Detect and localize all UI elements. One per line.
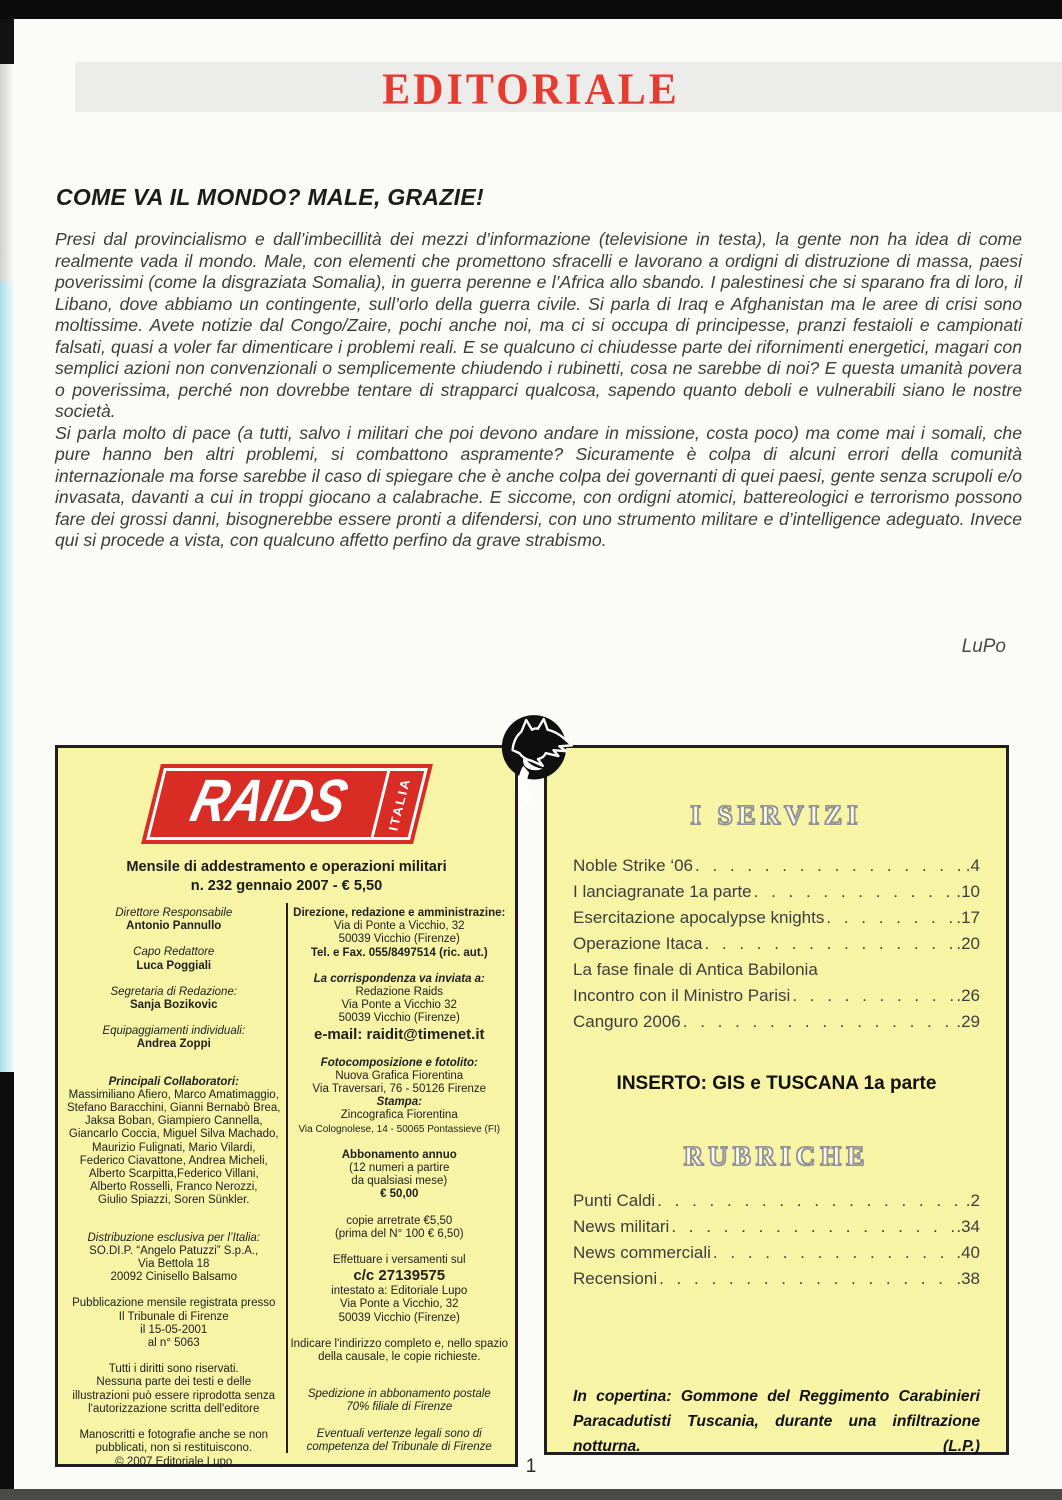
toc-entry-label: I lanciagranate 1a parte xyxy=(573,882,752,901)
masthead-line: (12 numeri a partire xyxy=(349,1162,450,1175)
masthead-line: al n° 5063 xyxy=(147,1337,200,1350)
masthead-line: Manoscritti e fotografie anche se non xyxy=(79,1429,269,1442)
masthead-line: intestato a: Editoriale Lupo xyxy=(331,1285,468,1298)
toc-entry-page: . 38 xyxy=(956,1266,980,1292)
toc-entry-page: . 29 xyxy=(956,1009,980,1035)
masthead-columns xyxy=(58,903,515,1469)
masthead-line: Nessuna parte dei testi e delle xyxy=(96,1376,252,1389)
masthead-line xyxy=(63,1012,285,1025)
masthead-line: 70% filiale di Firenze xyxy=(346,1401,453,1414)
masthead-line: il 15-05-2001 xyxy=(140,1323,208,1336)
masthead-line: Pubblicazione mensile registrata presso xyxy=(72,1297,276,1310)
masthead-line: Zincografica Fiorentina xyxy=(340,1109,458,1122)
masthead-line xyxy=(63,1284,285,1297)
masthead-line: Eventuali vertenze legali sono di xyxy=(316,1427,482,1440)
rubrics-list xyxy=(573,1188,980,1292)
masthead-line xyxy=(63,1052,285,1076)
issue-line: n. 232 gennaio 2007 - € 5,50 xyxy=(190,878,383,894)
toc-entry xyxy=(573,853,980,879)
masthead-line: € 50,00 xyxy=(380,1188,419,1201)
masthead-line: Antonio Pannullo xyxy=(126,920,222,933)
editorial-banner-title: EDITORIALE xyxy=(382,65,680,115)
masthead-line: Stefano Baracchini, Gianni Bernabò Brea, xyxy=(66,1102,281,1115)
masthead-line: Distribuzione esclusiva per l’Italia: xyxy=(87,1231,261,1244)
masthead-line: Capo Redattore xyxy=(133,946,215,959)
page-title: COME VA IL MONDO? MALE, GRAZIE! xyxy=(56,184,484,210)
edge-segment-black xyxy=(0,1072,14,1500)
masthead-line: Tel. e Fax. 055/8497514 (ric. aut.) xyxy=(310,946,488,959)
masthead-column-right xyxy=(289,903,511,1469)
masthead-line: Massimiliano Afiero, Marco Amatimaggio, xyxy=(68,1088,279,1101)
masthead-line: Sanja Bozikovic xyxy=(129,999,218,1012)
masthead-line xyxy=(289,1044,511,1057)
masthead-line: 20092 Cinisello Balsamo xyxy=(110,1271,238,1284)
editorial-paragraph: Presi dal provincialismo e dall’imbecillità dei mezzi d’informazione (televisione in testa), la gente non ha idea di come realmente vada il mondo. Male, con elementi che promettono sfracelli e lavorano a ordigni di distruzione di massa, paesi poverissimi (come la disgraziata Somalia), in guerra perenne e l’Africa allo sbando. I palestinesi che si sparano fra di loro, il Libano, dove abbiamo un contingente, sull’orlo della guerra civile. Si parla di Iraq e Afghanistan ma le aree di crisi sono moltissime. Avete notizie dal Congo/Zaire, pochi anche noi, ma ci si occupa di principesse, pranzi festaioli e campionati falsati, quasi a voler far dimenticare i problemi reali. E se qualcuno ci chiudesse parte dei rifornimenti energetici, magari con semplici azioni non convenzionali o semplicemente chiudendo i rubinetti, cosa ne sarebbe di noi? E questa umanità povera o poverissima, perché non dovrebbe tentare di strapparci qualcosa, sapendo quanto deboli e vulnerabili siano le nostre società. xyxy=(55,229,1022,421)
editorial-paragraph: Si parla molto di pace (a tutti, salvo i militari che poi devono andare in missione, costa poco) ma come mai i somali, che pure hanno ben altri problemi, si combattono aspramente? Sicuramente è colpa di alcuni errori della comunità internazionale ma forse sarebbe il caso di spiegare che è anche colpa dei governanti di quei paesi, gente senza scrupoli e/o invasata, davanti a cui in troppi giocano a calabrache. E siccome, con ordigni atomici, battereologici e terrorismo possono fare dei grossi danni, bisognerebbe essere pronti a difendersi, con uno strumento militare e d’intelligence adeguato. Invece qui si procede a vista, con qualcuno affetto perfino da grave strabismo. xyxy=(55,422,1022,550)
masthead-line: Il Tribunale di Firenze xyxy=(118,1310,229,1323)
rubrics-heading: RUBRICHE xyxy=(683,1141,870,1171)
toc-entry-label: Incontro con il Ministro Parisi xyxy=(573,986,791,1005)
toc-entry xyxy=(573,957,980,983)
masthead-line: Abbonamento annuo xyxy=(341,1148,457,1161)
raids-logo xyxy=(151,764,423,844)
masthead-line xyxy=(289,1415,511,1428)
masthead-line: Via di Ponte a Vicchio, 32 xyxy=(333,920,465,933)
toc-entry-page: . 34 xyxy=(956,1214,980,1240)
masthead-line xyxy=(289,1364,511,1388)
raids-logo-text: RAIDS xyxy=(184,768,354,835)
masthead-line: Maurizio Fulignati, Mario Vilardi, xyxy=(92,1141,256,1154)
masthead-line: La corrispondenza va inviata a: xyxy=(313,972,485,985)
masthead-line: Tutti i diritti sono riservati. xyxy=(108,1363,239,1376)
masthead-line: 50039 Vicchio (Firenze) xyxy=(338,1012,460,1025)
insert-line: INSERTO: GIS e TUSCANA 1a parte xyxy=(616,1073,937,1094)
masthead-line: Principali Collaboratori: xyxy=(108,1075,239,1088)
raids-logo-inner xyxy=(146,768,428,840)
raids-logo-italia-text: ITALIA xyxy=(384,777,413,831)
toc-dot-leader xyxy=(671,1214,954,1240)
masthead-line xyxy=(289,1241,511,1254)
masthead-line xyxy=(289,1325,511,1338)
toc-entry-label: Operazione Itaca xyxy=(573,934,703,953)
toc-entry-label: Punti Caldi xyxy=(573,1191,656,1210)
masthead-line xyxy=(63,1208,285,1232)
services-heading: I SERVIZI xyxy=(690,800,863,830)
toc-entry xyxy=(573,983,980,1009)
toc-entry-label: Esercitazione apocalypse knights xyxy=(573,908,825,927)
masthead-line: Federico Ciavattone, Andrea Micheli, xyxy=(79,1154,268,1167)
editorial-text xyxy=(55,229,1022,552)
toc-entry xyxy=(573,931,980,957)
toc-dot-leader xyxy=(657,1188,964,1214)
toc-entry-label: News commerciali xyxy=(573,1243,711,1262)
toc-dot-leader xyxy=(754,879,955,905)
toc-entry xyxy=(573,1266,980,1292)
masthead-line: Spedizione in abbonamento postale xyxy=(307,1388,491,1401)
masthead-line: pubblicati, non si restituiscono. xyxy=(95,1442,253,1455)
page-edge-bottom xyxy=(0,1489,1062,1500)
toc-dot-leader xyxy=(826,905,954,931)
masthead-column-divider xyxy=(286,903,288,1453)
masthead-line: 50039 Vicchio (Firenze) xyxy=(338,933,460,946)
masthead-line: Via Colognolese, 14 - 50065 Pontassieve (FI) xyxy=(298,1123,501,1135)
toc-entry-label: News militari xyxy=(573,1217,670,1236)
page-number: 1 xyxy=(525,1456,537,1477)
toc-entry xyxy=(573,1214,980,1240)
masthead-line: (prima del N° 100 € 6,50) xyxy=(334,1227,464,1240)
masthead-line: Via Bettola 18 xyxy=(138,1258,210,1271)
masthead-line xyxy=(63,1416,285,1429)
masthead-line xyxy=(63,1350,285,1363)
masthead-column-left xyxy=(63,903,285,1469)
masthead-line: Alberto Rosselli, Franco Nerozzi, xyxy=(90,1181,258,1194)
masthead-line: Segretaria di Redazione: xyxy=(110,985,238,998)
edge-segment-cyan xyxy=(0,282,14,1072)
masthead-line: e-mail: raidit@timenet.it xyxy=(314,1025,485,1043)
masthead-line: Via Traversari, 76 - 50126 Firenze xyxy=(312,1083,487,1096)
toc-entry-label: Noble Strike ‘06 xyxy=(573,856,694,875)
masthead-line: Via Ponte a Vicchio, 32 xyxy=(340,1298,459,1311)
toc-entry xyxy=(573,905,980,931)
magazine-tagline: Mensile di addestramento e operazioni militari xyxy=(126,859,447,875)
toc-entry xyxy=(573,1188,980,1214)
masthead-line: Jaksa Boban, Giampiero Cannella, xyxy=(84,1115,263,1128)
toc-dot-leader xyxy=(659,1266,954,1292)
contents-box xyxy=(544,745,1009,1455)
toc-entry xyxy=(573,1240,980,1266)
masthead-line: Direttore Responsabile xyxy=(115,907,233,919)
masthead-line: Nuova Grafica Fiorentina xyxy=(335,1069,464,1082)
masthead-line xyxy=(289,1202,511,1215)
toc-entry-page: . 2 xyxy=(966,1188,980,1214)
services-list xyxy=(573,853,980,1035)
toc-entry-page: . 40 xyxy=(956,1240,980,1266)
masthead-line xyxy=(289,1136,511,1149)
masthead-line: Effettuare i versamenti sul xyxy=(332,1254,466,1267)
toc-entry-label: La fase finale di Antica Babilonia xyxy=(573,960,818,979)
masthead-line xyxy=(63,973,285,986)
masthead-line: Direzione, redazione e amministrazine: xyxy=(293,907,506,919)
toc-dot-leader xyxy=(683,1009,955,1035)
cover-note: In copertina: Gommone del Reggimento Carabinieri Paracadutisti Tuscania, durante una infiltrazione notturna. (L.P.) xyxy=(573,1388,980,1455)
masthead-line xyxy=(289,960,511,973)
masthead-line: © 2007 Editoriale Lupo xyxy=(115,1455,233,1468)
masthead-box xyxy=(55,745,518,1467)
edge-segment-light xyxy=(0,64,14,282)
masthead-line: Giancarlo Coccia, Miguel Silva Machado, xyxy=(68,1128,279,1141)
toc-entry-page: . 20 xyxy=(956,931,980,957)
masthead-line: Fotocomposizione e fotolito: xyxy=(320,1056,478,1069)
toc-dot-leader xyxy=(713,1240,954,1266)
raids-logo-parallelogram xyxy=(141,764,433,844)
masthead-line: 50039 Vicchio (Firenze) xyxy=(338,1311,460,1324)
toc-entry-page: . 26 xyxy=(956,983,980,1009)
toc-entry-label: Canguro 2006 xyxy=(573,1012,681,1031)
masthead-line: Alberto Scarpitta,Federico Villani, xyxy=(88,1168,259,1181)
masthead-line: SO.DI.P. “Angelo Patuzzi” S.p.A., xyxy=(89,1244,259,1257)
masthead-line: copie arretrate €5,50 xyxy=(346,1214,453,1227)
toc-entry-page: . 10 xyxy=(956,879,980,905)
masthead-line: illustrazioni può essere riprodotta senza xyxy=(72,1389,276,1402)
masthead-line xyxy=(63,933,285,946)
toc-entry-page: . 4 xyxy=(966,853,980,879)
toc-entry-label: Recensioni xyxy=(573,1269,658,1288)
page-edge-top xyxy=(0,0,1062,19)
toc-dot-leader xyxy=(695,853,964,879)
masthead-line: c/c 27139575 xyxy=(353,1267,446,1285)
masthead-line: Giulio Spiazzi, Soren Sünkler. xyxy=(98,1194,250,1207)
author-signature: LuPo xyxy=(961,636,1006,657)
masthead-line: Andrea Zoppi xyxy=(136,1038,211,1051)
masthead-line: Indicare l'indirizzo completo e, nello spazio xyxy=(290,1337,509,1350)
toc-dot-leader xyxy=(704,931,954,957)
masthead-line: l'autorizzazione scritta dell'editore xyxy=(88,1402,260,1415)
toc-dot-leader xyxy=(792,983,954,1009)
wolf-head-icon xyxy=(495,710,573,806)
masthead-line: da qualsiasi mese) xyxy=(351,1175,448,1188)
toc-entry xyxy=(573,1009,980,1035)
masthead-line: Via Ponte a Vicchio 32 xyxy=(341,999,457,1012)
page-edge-left xyxy=(0,0,14,1500)
masthead-line: Equipaggiamenti individuali: xyxy=(102,1025,246,1038)
masthead-line: competenza del Tribunale di Firenze xyxy=(306,1440,492,1453)
toc-entry-page: . 17 xyxy=(956,905,980,931)
toc-entry xyxy=(573,879,980,905)
masthead-line: Stampa: xyxy=(376,1096,422,1109)
masthead-line: Luca Poggiali xyxy=(136,959,212,972)
masthead-line: della causale, le copie richieste. xyxy=(318,1351,481,1364)
masthead-line: Redazione Raids xyxy=(355,986,444,999)
